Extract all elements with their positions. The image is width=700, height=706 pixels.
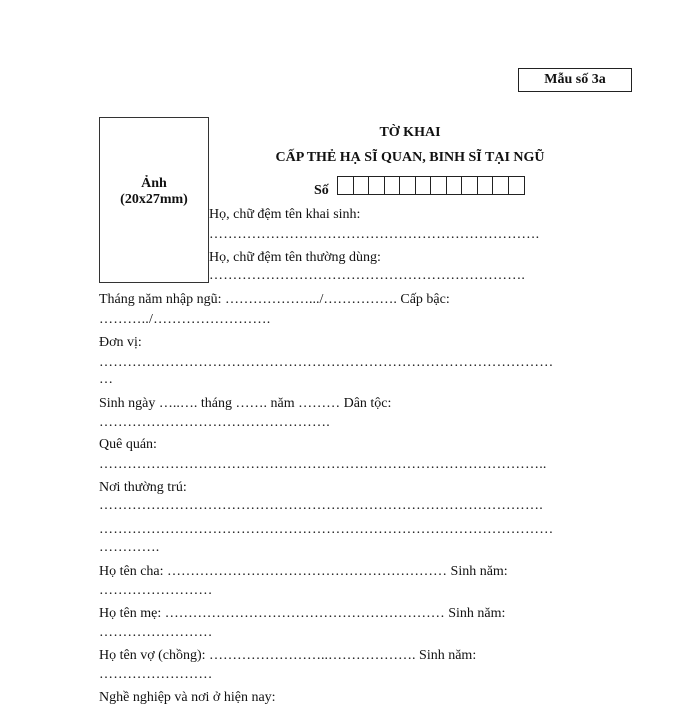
number-digit-box[interactable] (416, 177, 432, 194)
number-digit-box[interactable] (478, 177, 494, 194)
enlist-rank-field[interactable]: ………../……………………. (99, 312, 271, 327)
birth-name-label: Họ, chữ đệm tên khai sinh: (209, 207, 361, 222)
hometown-label: Quê quán: (99, 437, 157, 452)
number-digit-box[interactable] (509, 177, 525, 194)
common-name-field[interactable]: …………………………………………………………. (209, 268, 526, 283)
father-year-field[interactable]: …………………… (99, 583, 213, 598)
number-digit-box[interactable] (447, 177, 463, 194)
photo-label (100, 176, 208, 208)
number-digit-box[interactable] (369, 177, 385, 194)
number-label: Số (314, 183, 329, 198)
photo-placeholder (99, 117, 209, 283)
spouse-line: Họ tên vợ (chồng): ……………………..………………. Sinh năm: (99, 648, 477, 663)
residence-label: Nơi thường trú: (99, 480, 187, 495)
spouse-year-field[interactable]: …………………… (99, 667, 213, 682)
number-digit-box[interactable] (400, 177, 416, 194)
residence-field-end[interactable]: …………. (99, 540, 160, 555)
unit-field-cont[interactable]: … (99, 372, 114, 387)
form-code-box (518, 68, 632, 92)
number-digit-box[interactable] (385, 177, 401, 194)
mother-line: Họ tên mẹ: …………………………………………………… Sinh năm: (99, 606, 506, 621)
number-boxes[interactable] (337, 176, 525, 195)
common-name-label: Họ, chữ đệm tên thường dùng: (209, 250, 381, 265)
job-label: Nghề nghiệp và nơi ở hiện nay: (99, 690, 276, 705)
number-digit-box[interactable] (354, 177, 370, 194)
number-digit-box[interactable] (493, 177, 509, 194)
birth-line: Sinh ngày …..…. tháng ……. năm ……… Dân tộc: (99, 396, 392, 411)
unit-field[interactable]: …………………………………………………………………………………… (99, 355, 554, 370)
number-digit-box[interactable] (431, 177, 447, 194)
number-digit-box[interactable] (462, 177, 478, 194)
residence-field[interactable]: …………………………………………………………………………………. (99, 498, 543, 513)
birth-name-field[interactable]: ……………………………………………………………. (209, 227, 540, 242)
form-title: TỜ KHAI (379, 125, 441, 140)
unit-label: Đơn vị: (99, 335, 142, 350)
photo-label-title: Ảnh (141, 176, 167, 191)
hometown-field[interactable]: ………………………………………………………………………………….. (99, 457, 547, 472)
photo-label-size: (20x27mm) (120, 192, 188, 207)
number-digit-box[interactable] (338, 177, 354, 194)
ethnicity-field[interactable]: …………………………………………. (99, 415, 330, 430)
mother-year-field[interactable]: …………………… (99, 625, 213, 640)
residence-field-cont[interactable]: …………………………………………………………………………………… (99, 522, 554, 537)
form-subtitle: CẤP THẺ HẠ SĨ QUAN, BINH SĨ TẠI NGŨ (275, 150, 545, 165)
form-code: Mẫu số 3a (544, 72, 606, 87)
enlist-line: Tháng năm nhập ngũ: ……………….../……………. Cấp bậc: (99, 292, 450, 307)
father-line: Họ tên cha: …………………………………………………… Sinh năm: (99, 564, 508, 579)
